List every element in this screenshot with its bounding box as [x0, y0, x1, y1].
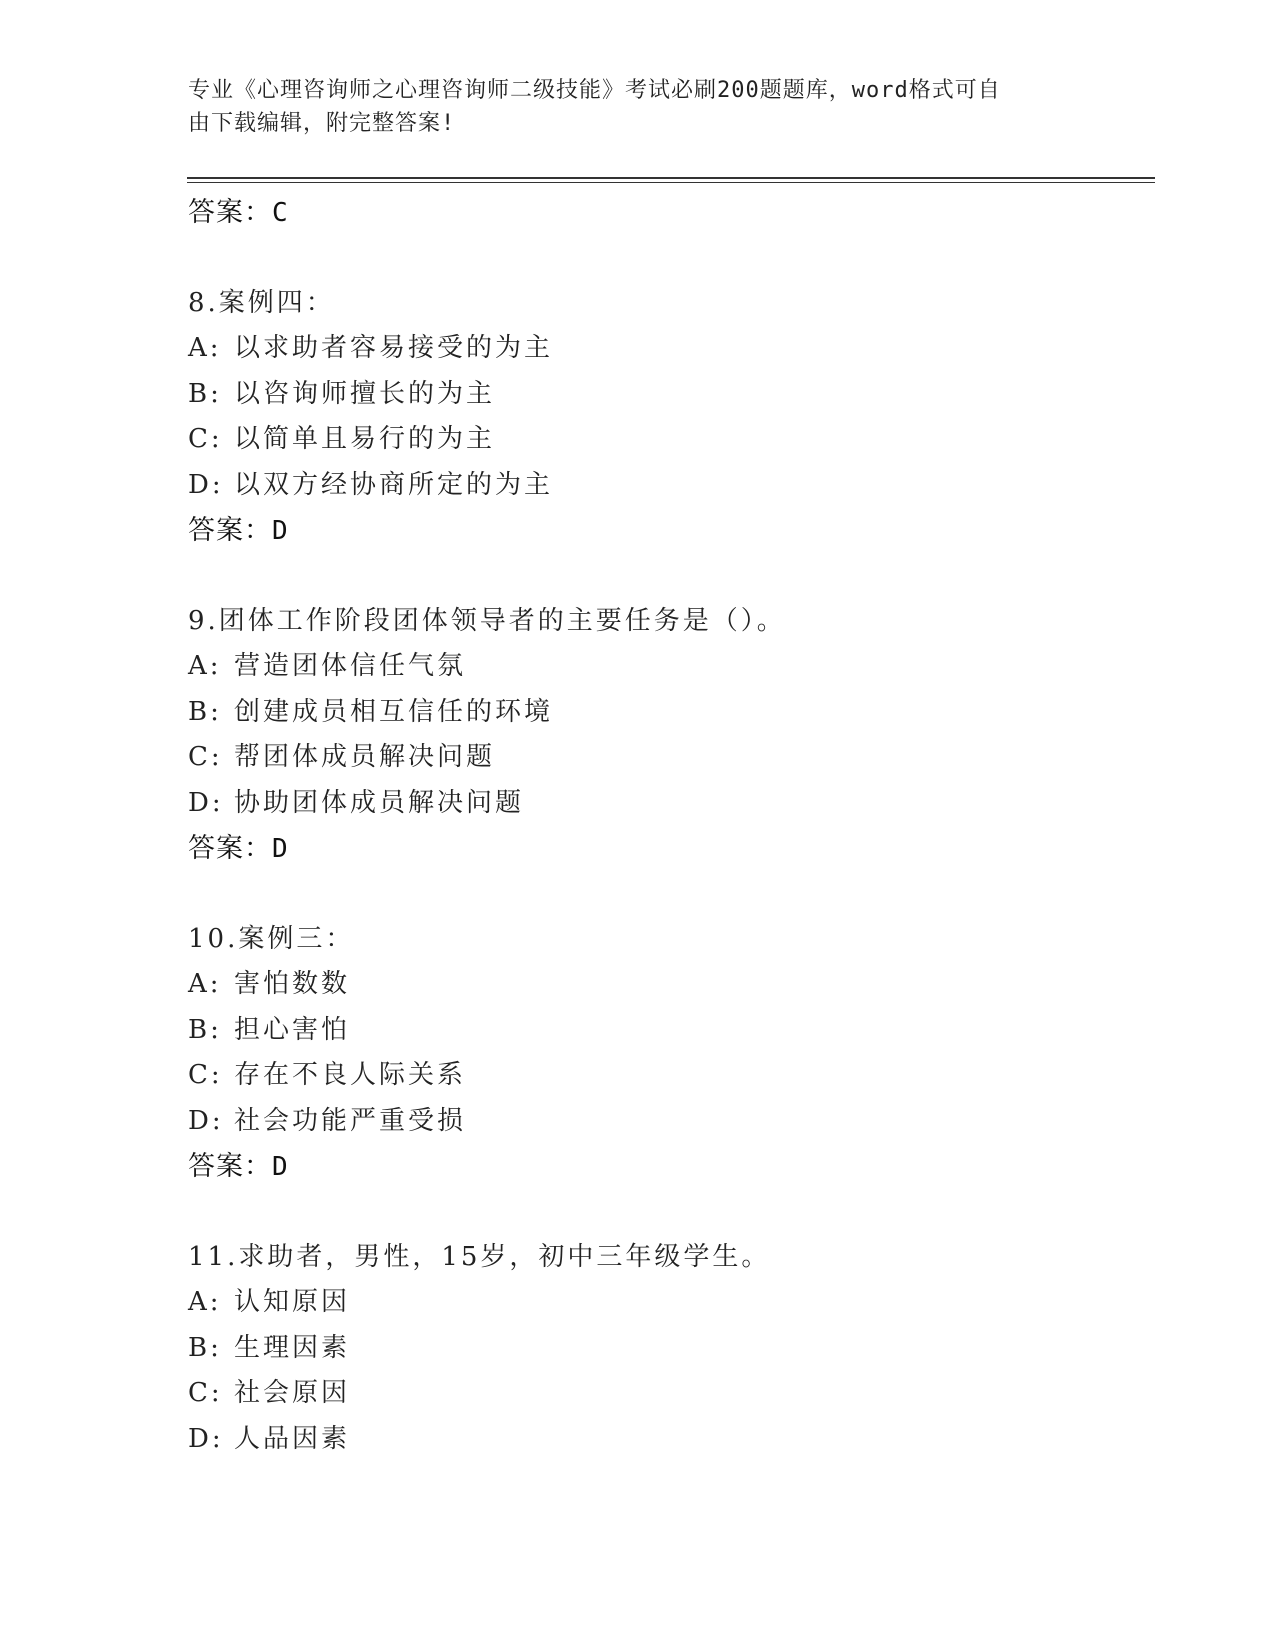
answer-line-previous	[188, 190, 1148, 236]
option-letter: D:	[188, 1105, 224, 1136]
option-text: 担心害怕	[234, 1014, 351, 1045]
spacer	[188, 872, 1148, 916]
question-stem: 8.案例四：	[188, 288, 335, 318]
option-b	[188, 690, 1148, 736]
question-list	[188, 190, 1148, 1462]
option-letter: C:	[188, 1378, 223, 1408]
option-letter: D:	[188, 469, 224, 500]
option-text: 社会功能严重受损	[234, 1105, 467, 1136]
answer-line	[188, 1144, 1148, 1190]
header-divider-thin	[187, 182, 1155, 183]
question-stem: 10.案例三：	[188, 924, 355, 954]
option-a	[188, 326, 1148, 372]
spacer	[188, 1190, 1148, 1234]
header-line-2: 由下载编辑，附完整答案!	[188, 111, 456, 136]
option-b	[188, 1326, 1148, 1372]
option-text: 社会原因	[234, 1378, 351, 1408]
option-letter: D:	[188, 787, 224, 818]
option-text: 害怕数数	[234, 969, 351, 999]
answer-label: 答案：	[188, 833, 272, 864]
answer-value: D	[272, 516, 289, 546]
option-b	[188, 372, 1148, 418]
option-a	[188, 1280, 1148, 1326]
option-text: 存在不良人际关系	[234, 1060, 467, 1090]
question-stem: 9.团体工作阶段团体领导者的主要任务是（）。	[188, 606, 786, 636]
option-letter: D:	[188, 1423, 224, 1454]
document-header	[188, 74, 1068, 140]
option-text: 生理因素	[234, 1332, 351, 1363]
answer-line	[188, 826, 1148, 872]
option-c	[188, 1053, 1148, 1099]
option-letter: A:	[188, 969, 222, 999]
option-text: 创建成员相互信任的环境	[234, 696, 554, 727]
question-stem: 11.求助者，男性，15岁，初中三年级学生。	[188, 1242, 771, 1272]
option-letter: B:	[188, 696, 222, 727]
answer-value: C	[272, 198, 289, 228]
option-letter: A:	[188, 1287, 222, 1317]
option-text: 以求助者容易接受的为主	[234, 333, 554, 363]
answer-value: D	[272, 834, 289, 864]
option-a	[188, 644, 1148, 690]
option-text: 以咨询师擅长的为主	[234, 378, 496, 409]
option-letter: C:	[188, 424, 223, 454]
option-letter: A:	[188, 333, 222, 363]
answer-label: 答案：	[188, 1151, 272, 1182]
spacer	[188, 554, 1148, 598]
answer-label: 答案：	[188, 515, 272, 546]
option-text: 帮团体成员解决问题	[234, 742, 496, 772]
option-letter: C:	[188, 1060, 223, 1090]
option-d	[188, 1099, 1148, 1145]
option-c	[188, 417, 1148, 463]
answer-line	[188, 508, 1148, 554]
option-c	[188, 735, 1148, 781]
answer-value: D	[272, 1152, 289, 1182]
option-d	[188, 463, 1148, 509]
answer-label: 答案：	[188, 197, 272, 228]
option-text: 人品因素	[234, 1423, 351, 1454]
spacer	[188, 236, 1148, 280]
option-letter: C:	[188, 742, 223, 772]
option-d	[188, 1417, 1148, 1463]
header-divider-thick	[187, 177, 1155, 179]
option-letter: A:	[188, 651, 222, 681]
option-a	[188, 962, 1148, 1008]
option-b	[188, 1008, 1148, 1054]
option-text: 协助团体成员解决问题	[234, 787, 525, 818]
option-c	[188, 1371, 1148, 1417]
option-letter: B:	[188, 1014, 222, 1045]
option-text: 认知原因	[234, 1287, 351, 1317]
option-text: 营造团体信任气氛	[234, 651, 467, 681]
option-d	[188, 781, 1148, 827]
option-text: 以简单且易行的为主	[234, 424, 496, 454]
option-text: 以双方经协商所定的为主	[234, 469, 554, 500]
option-letter: B:	[188, 1332, 222, 1363]
header-line-1: 专业《心理咨询师之心理咨询师二级技能》考试必刷200题题库，word格式可自	[188, 78, 1001, 103]
option-letter: B:	[188, 378, 222, 409]
